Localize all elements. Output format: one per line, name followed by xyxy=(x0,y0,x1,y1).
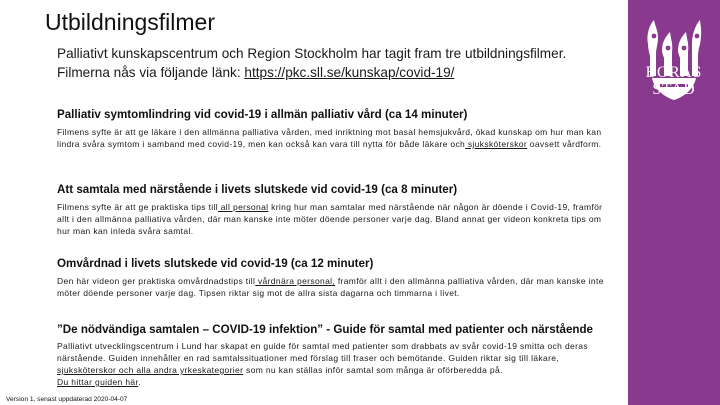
page-title: Utbildningsfilmer xyxy=(45,9,216,35)
section-title-symtomlindring: Palliativ symtomlindring vid covid-19 i allmän palliativ vård (ca 14 minuter) xyxy=(57,108,468,121)
section-text: oavsett vårdform. xyxy=(527,139,602,149)
guide-link[interactable]: Du hittar guiden här xyxy=(57,377,139,387)
brand-sidebar xyxy=(628,0,720,405)
section-title-nodvandiga-samtalen: ”De nödvändiga samtalen – COVID-19 infektion” - Guide för samtal med patienter och närstående xyxy=(57,323,594,336)
yrkeskategorier-link[interactable]: sjuksköterskor och alla andra yrkeskategorier xyxy=(57,365,244,375)
intro-line-2 xyxy=(57,63,617,82)
section-text: Filmens syfte är att ge läkare i den allmänna palliativa vården, med inriktning mot basal hemsjukvård, ökad kunskap om hur man kan lindra svåra symtom i samband med covid-19, men kan också kan vara till nytta för både läkare och xyxy=(57,127,602,149)
section-text: som nu kan ställas inför samtal som många är oförberedda på. xyxy=(243,365,503,375)
intro-text xyxy=(57,44,617,82)
all-personal-link[interactable]: all personal xyxy=(218,202,269,212)
section-text: . xyxy=(138,377,141,387)
section-title-omvardnad: Omvårdnad i livets slutskede vid covid-19 (ca 12 minuter) xyxy=(57,257,374,270)
logo-text-line2: STAD xyxy=(652,81,696,98)
section-body-nodvandiga-samtalen xyxy=(57,340,617,388)
section-body-symtomlindring xyxy=(57,126,617,150)
covid-films-link[interactable]: https://pkc.sll.se/kunskap/covid-19/ xyxy=(244,65,455,80)
section-text: framför allt i den allmänna palliativa vården, där man kanske inte möter döende personer varje dag. Tipsen riktar sig mot de allra sista dagarna och timmarna i livet. xyxy=(57,276,604,298)
section-text: Filmens syfte är att ge praktiska tips till xyxy=(57,202,219,212)
section-body-omvardnad xyxy=(57,275,617,299)
intro-link-prefix: Filmerna nås via följande länk: xyxy=(57,65,245,80)
section-text: Den här videon ger praktiska omvårdnadstips till xyxy=(57,276,256,286)
logo-text-line1: BORÅS xyxy=(645,64,703,81)
intro-line-1: Palliativt kunskapscentrum och Region Stockholm har tagit fram tre utbildningsfilmer. xyxy=(57,46,567,61)
section-body-narstaende xyxy=(57,201,617,237)
section-text: kring hur man samtalar med närstående när någon är döende i Covid-19, framför allt i den allmänna palliativa vården, där man kanske inte möter döende personer varje dag. Bland annat ger videon konkreta tips om hur man kan inleda svåra samtal. xyxy=(57,202,603,236)
sjukskoterskor-link[interactable]: sjuksköterskor xyxy=(465,139,528,149)
version-footer: Version 1, senast uppdaterad 2020-04-07 xyxy=(6,396,128,403)
section-text: Palliativt utvecklingscentrum i Lund har skapat en guide för samtal med patienter som drabbats av svår covid-19 smitta och deras närstående. Guiden innehåller en rad samtalssituationer med förslag till fraser och bemötande. Guiden riktar sig till läkare, xyxy=(57,341,588,363)
vardnara-personal-link[interactable]: vårdnära personal, xyxy=(255,276,336,286)
section-title-narstaende: Att samtala med närstående i livets slutskede vid covid-19 (ca 8 minuter) xyxy=(57,183,458,196)
